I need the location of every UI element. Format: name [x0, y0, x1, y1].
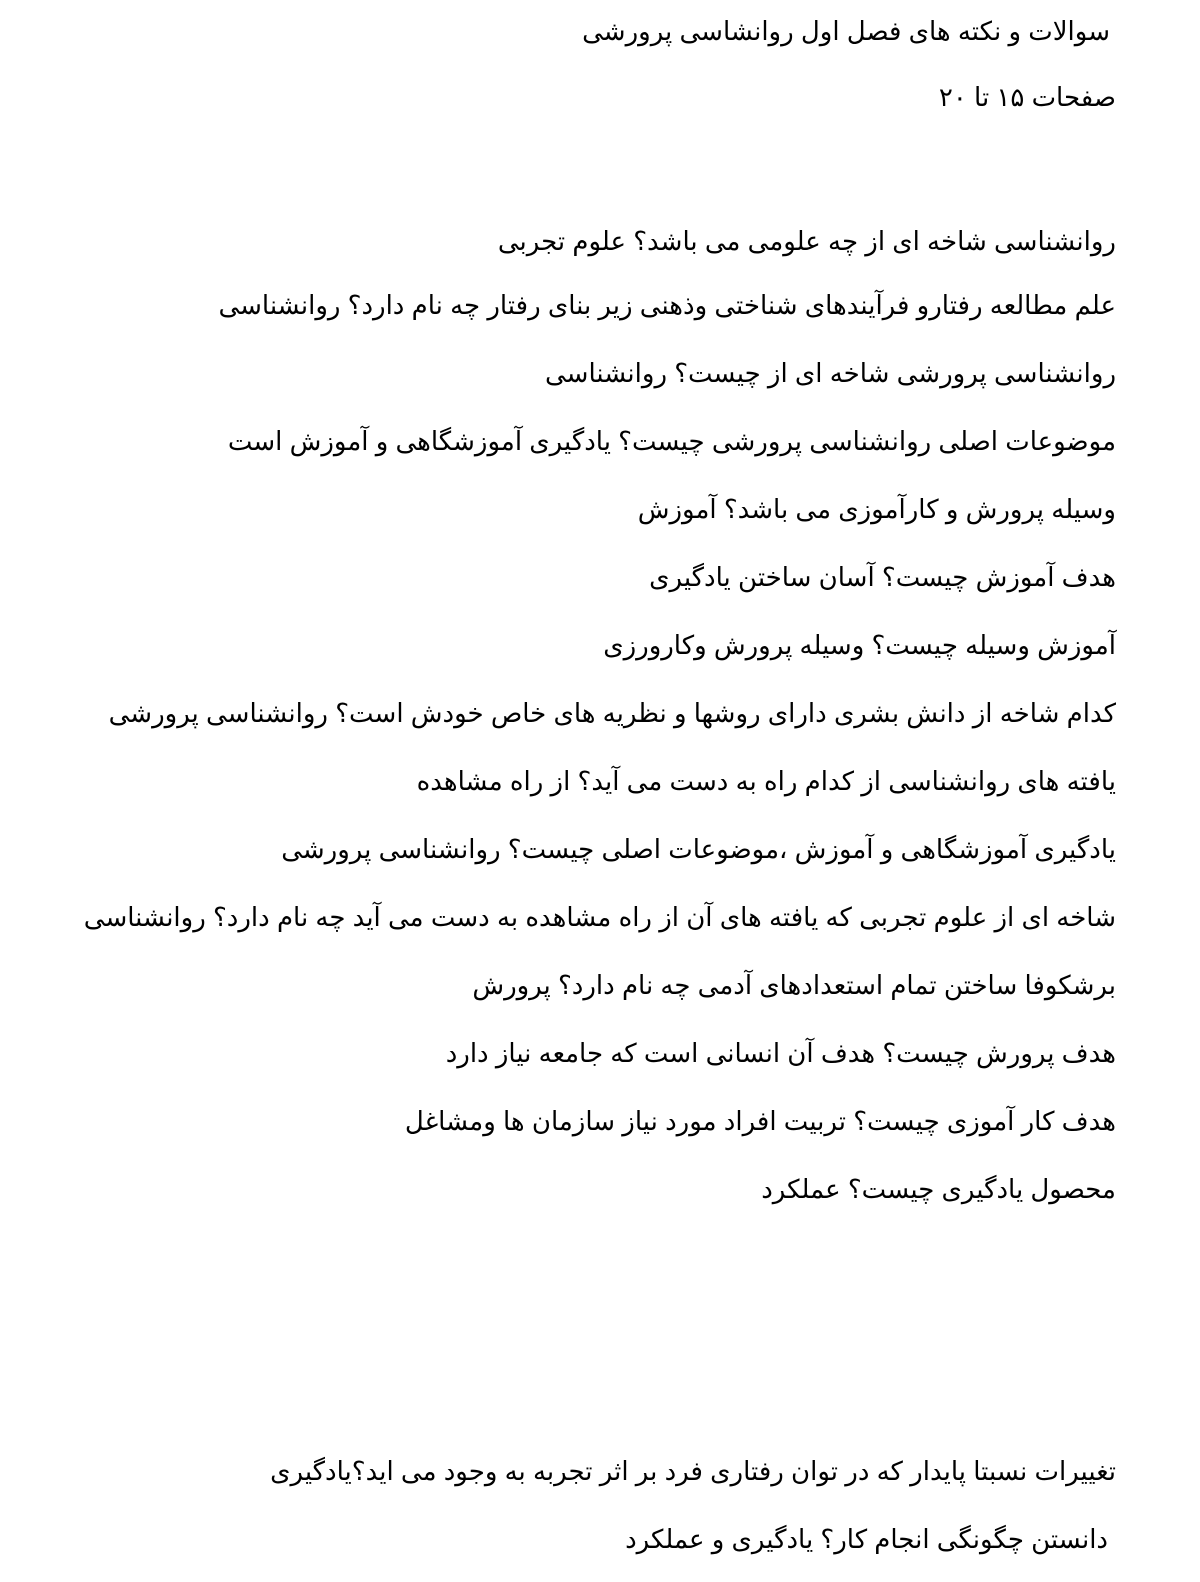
qa-line: روانشناسی شاخه ای از چه علومی می باشد؟ علوم تجربی [497, 226, 1116, 256]
qa-line: یافته های روانشناسی از کدام راه به دست می آید؟ از راه مشاهده [416, 766, 1116, 796]
qa-line: محصول یادگیری چیست؟ عملکرد [761, 1174, 1116, 1204]
qa-line: تغییرات نسبتا پایدار که در توان رفتاری فرد بر اثر تجربه به وجود می اید؟یادگیری [270, 1456, 1116, 1486]
qa-line: کدام شاخه از دانش بشری دارای روشها و نظریه های خاص خودش است؟ روانشناسی پرورشی [108, 698, 1116, 728]
qa-line: هدف کار آموزی چیست؟ تربیت افراد مورد نیاز سازمان ها ومشاغل [404, 1106, 1116, 1136]
qa-line: شاخه ای از علوم تجربی که یافته های آن از راه مشاهده به دست می آید چه نام دارد؟ روانشناسی [83, 902, 1116, 932]
qa-line: آموزش وسیله چیست؟ وسیله پرورش وکارورزی [603, 630, 1116, 660]
qa-line: هدف پرورش چیست؟ هدف آن انسانی است که جامعه نیاز دارد [445, 1038, 1116, 1068]
qa-line: موضوعات اصلی روانشناسی پرورشی چیست؟ یادگیری آموزشگاهی و آموزش است [227, 426, 1116, 456]
qa-line: علم مطالعه رفتارو فرآیندهای شناختی وذهنی زیر بنای رفتار چه نام دارد؟ روانشناسی [218, 290, 1116, 320]
document-title: سوالات و نکته های فصل اول روانشاسی پرورشی [582, 16, 1110, 46]
qa-line: وسیله پرورش و کارآموزی می باشد؟ آموزش [637, 494, 1116, 524]
page-range: صفحات ۱۵ تا ۲۰ [938, 82, 1116, 112]
qa-line: برشکوفا ساختن تمام استعدادهای آدمی چه نام دارد؟ پرورش [472, 970, 1116, 1000]
qa-line: یادگیری آموزشگاهی و آموزش ،موضوعات اصلی چیست؟ روانشناسی پرورشی [281, 834, 1116, 864]
qa-line: دانستن چگونگی انجام کار؟ یادگیری و عملکرد [625, 1524, 1108, 1554]
qa-line: روانشناسی پرورشی شاخه ای از چیست؟ روانشناسی [545, 358, 1116, 388]
qa-line: هدف آموزش چیست؟ آسان ساختن یادگیری [649, 562, 1116, 592]
